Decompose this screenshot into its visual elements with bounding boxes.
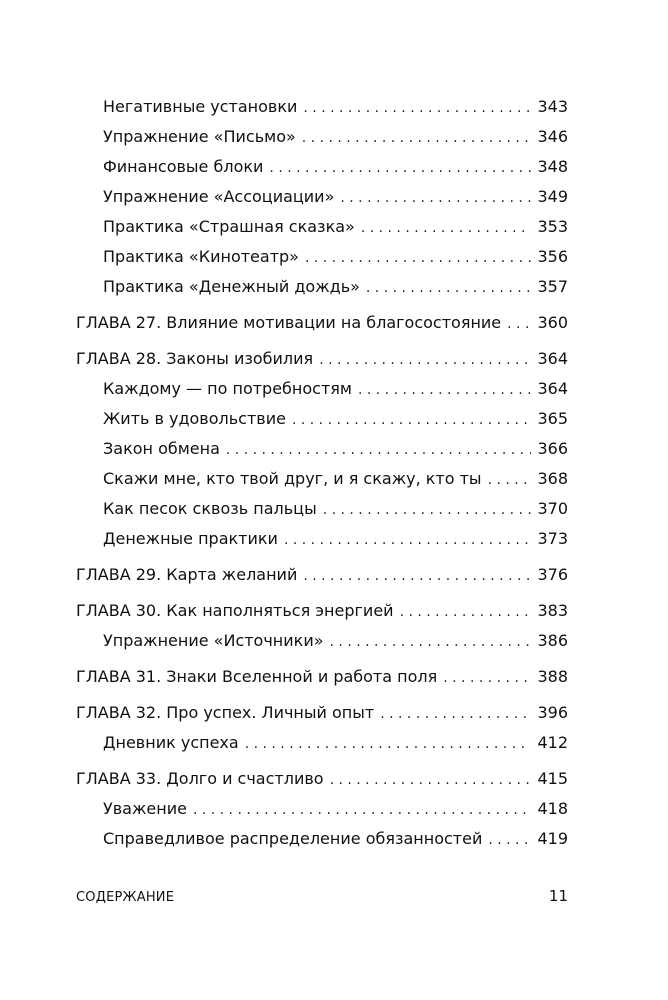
toc-entry	[76, 212, 568, 242]
dot-leader	[400, 597, 532, 627]
toc-entry	[76, 824, 568, 854]
toc-entry-title: Упражнение «Письмо»	[103, 127, 296, 146]
dot-leader	[380, 699, 531, 729]
toc-entry-title: Негативные установки	[103, 97, 298, 116]
toc-chapter-entry	[76, 596, 568, 626]
dot-leader	[340, 183, 531, 213]
toc-chapter-entry	[76, 662, 568, 692]
toc-entry-title: Скажи мне, кто твой друг, и я скажу, кто ты	[103, 469, 482, 488]
toc-entry	[76, 92, 568, 122]
toc-entry-title: Финансовые блоки	[103, 157, 264, 176]
toc-entry	[76, 464, 568, 494]
dot-leader	[269, 153, 531, 183]
toc-chapter-entry	[76, 344, 568, 374]
toc-entry-title: Уважение	[103, 799, 187, 818]
toc-entry-page: 366	[537, 439, 568, 458]
toc-entry-page: 349	[537, 187, 568, 206]
dot-leader	[319, 345, 531, 375]
toc-entry-page: 388	[537, 667, 568, 686]
dot-leader	[361, 213, 532, 243]
toc-entry-page: 383	[537, 601, 568, 620]
toc-entry	[76, 152, 568, 182]
toc-entry-title: Упражнение «Ассоциации»	[103, 187, 335, 206]
table-of-contents	[76, 92, 568, 854]
dot-leader	[226, 435, 532, 465]
dot-leader	[488, 465, 532, 495]
page-footer	[76, 887, 568, 905]
toc-entry-title: ГЛАВА 27. Влияние мотивации на благосостояние	[76, 313, 502, 332]
dot-leader	[366, 273, 532, 303]
toc-entry-page: 348	[537, 157, 568, 176]
toc-chapter-entry	[76, 560, 568, 590]
toc-entry-title: Упражнение «Источники»	[103, 631, 324, 650]
dot-leader	[302, 123, 532, 153]
toc-entry	[76, 794, 568, 824]
dot-leader	[358, 375, 531, 405]
toc-entry	[76, 122, 568, 152]
dot-leader	[330, 627, 532, 657]
dot-leader	[443, 663, 531, 693]
dot-leader	[193, 795, 532, 825]
toc-entry	[76, 524, 568, 554]
toc-entry-title: Денежные практики	[103, 529, 278, 548]
page-number: 11	[548, 887, 568, 905]
toc-entry-page: 365	[537, 409, 568, 428]
dot-leader	[507, 309, 531, 339]
toc-entry-page: 415	[537, 769, 568, 788]
toc-entry-title: Закон обмена	[103, 439, 220, 458]
toc-entry-page: 368	[537, 469, 568, 488]
toc-chapter-entry	[76, 764, 568, 794]
toc-entry-page: 364	[537, 379, 568, 398]
running-footer-label: СОДЕРЖАНИЕ	[76, 890, 175, 905]
dot-leader	[303, 561, 531, 591]
dot-leader	[284, 525, 532, 555]
toc-entry-title: ГЛАВА 32. Про успех. Личный опыт	[76, 703, 375, 722]
toc-entry	[76, 182, 568, 212]
dot-leader	[305, 243, 531, 273]
toc-entry-page: 370	[537, 499, 568, 518]
dot-leader	[245, 729, 532, 759]
toc-entry-title: ГЛАВА 28. Законы изобилия	[76, 349, 314, 368]
dot-leader	[488, 825, 531, 855]
toc-entry-title: ГЛАВА 30. Как наполняться энергией	[76, 601, 394, 620]
toc-entry-page: 357	[537, 277, 568, 296]
toc-entry-page: 412	[537, 733, 568, 752]
toc-entry-title: Практика «Кинотеатр»	[103, 247, 299, 266]
toc-entry-page: 419	[537, 829, 568, 848]
toc-entry-title: ГЛАВА 31. Знаки Вселенной и работа поля	[76, 667, 438, 686]
toc-entry-page: 396	[537, 703, 568, 722]
toc-entry-title: ГЛАВА 29. Карта желаний	[76, 565, 298, 584]
toc-entry-title: Каждому — по потребностям	[103, 379, 352, 398]
toc-entry	[76, 494, 568, 524]
toc-chapter-entry	[76, 308, 568, 338]
toc-entry-title: ГЛАВА 33. Долго и счастливо	[76, 769, 324, 788]
toc-entry-title: Практика «Денежный дождь»	[103, 277, 360, 296]
toc-entry-title: Как песок сквозь пальцы	[103, 499, 317, 518]
dot-leader	[303, 93, 531, 123]
dot-leader	[292, 405, 531, 435]
toc-entry-page: 418	[537, 799, 568, 818]
toc-entry-page: 376	[537, 565, 568, 584]
toc-entry	[76, 242, 568, 272]
toc-entry-page: 364	[537, 349, 568, 368]
dot-leader	[323, 495, 532, 525]
toc-entry	[76, 374, 568, 404]
toc-entry-page: 356	[537, 247, 568, 266]
toc-entry-title: Справедливое распределение обязанностей	[103, 829, 483, 848]
toc-entry-page: 346	[537, 127, 568, 146]
toc-entry-page: 353	[537, 217, 568, 236]
toc-entry	[76, 272, 568, 302]
toc-entry-title: Практика «Страшная сказка»	[103, 217, 355, 236]
toc-entry	[76, 728, 568, 758]
toc-entry-title: Жить в удовольствие	[103, 409, 286, 428]
toc-entry-page: 386	[537, 631, 568, 650]
toc-entry-page: 343	[537, 97, 568, 116]
toc-entry	[76, 626, 568, 656]
toc-entry-page: 373	[537, 529, 568, 548]
toc-entry-title: Дневник успеха	[103, 733, 239, 752]
toc-entry	[76, 404, 568, 434]
toc-entry-page: 360	[537, 313, 568, 332]
dot-leader	[330, 765, 532, 795]
toc-chapter-entry	[76, 698, 568, 728]
toc-entry	[76, 434, 568, 464]
